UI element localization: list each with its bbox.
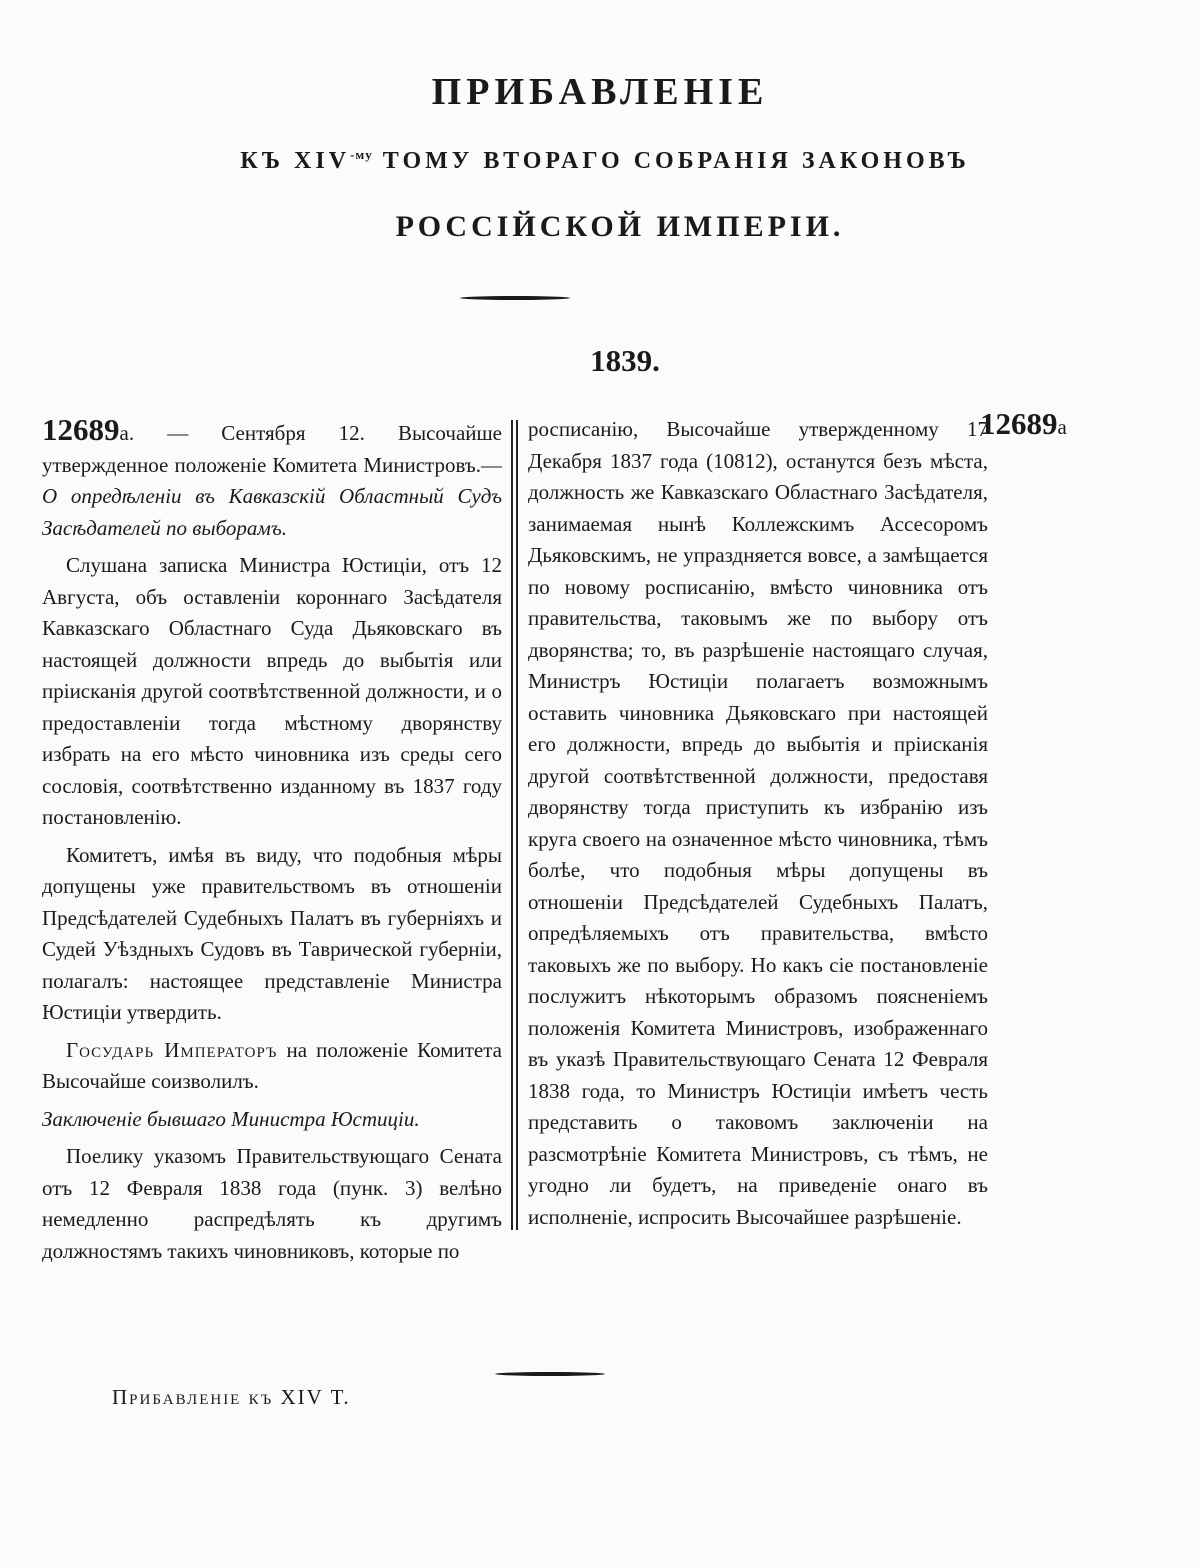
page-subtitle (0, 147, 1200, 175)
article-intro-paragraph (42, 414, 502, 544)
subtitle-prefix: КЪ XIV (240, 148, 351, 174)
margin-article-number (980, 406, 1067, 442)
ornamental-rule-bottom (495, 1372, 605, 1376)
right-column (528, 414, 988, 1233)
margin-number-suffix: а (1057, 415, 1067, 439)
paragraph-2: Комитетъ, имѣя въ виду, что подобныя мѣры допущены уже правительствомъ въ отношеніи Предсѣдателей Судебныхъ Палатъ въ губерніяхъ и Судей Уѣздныхъ Судовъ въ Таврической губерніи, полагалъ: настоящее представленіе Министра Юстиціи утвердить. (42, 842, 502, 1024)
left-column (42, 414, 502, 1267)
paragraph-1: Слушана записка Министра Юстиціи, отъ 12 Августа, объ оставленіи короннаго Засѣдателя Кавказскаго Областнаго Суда Дьяковскаго въ настоящей должности впредь до выбытія или пріисканія другой соотвѣтственной должности, и о предоставленіи тогда мѣстному дворянству избрать на его мѣсто чиновника изъ среды сего сословія, соотвѣтственно изданному въ 1837 году постановленію. (42, 553, 502, 829)
page-title: ПРИБАВЛЕНІЕ (431, 71, 769, 113)
subtitle-superscript: -му (350, 147, 373, 162)
article-number: 12689 (42, 412, 120, 447)
margin-number: 12689 (980, 406, 1058, 441)
ornamental-rule-top (460, 296, 570, 300)
paragraph-3 (42, 1035, 502, 1098)
article-title: О опредѣленіи въ Кавказскій Областный Судъ Засѣдателей по выборамъ. (42, 484, 502, 540)
year-heading: 1839. (590, 343, 660, 378)
page-subtitle-line2: РОССІЙСКОЙ ИМПЕРІИ. (395, 210, 845, 243)
emperor-name: Государь Императоръ (66, 1037, 278, 1062)
column-divider (511, 420, 518, 1230)
paragraph-4: Поелику указомъ Правительствующаго Сената отъ 12 Февраля 1838 года (пунк. 3) велѣно немедленно распредѣлять къ другимъ должностямъ такихъ чиновниковъ, которые по (42, 1144, 502, 1263)
article-number-suffix: а (119, 421, 129, 445)
footer-signature: Прибавленіе къ XIV Т. (112, 1385, 351, 1409)
subtitle-rest: ТОМУ ВТОРАГО СОБРАНІЯ ЗАКОНОВЪ (382, 148, 970, 174)
right-column-text: росписанію, Высочайше утвержденному 17 Декабря 1837 года (10812), останутся безъ мѣста, должность же Кавказскаго Областнаго Засѣдателя, занимаемая нынѣ Коллежскимъ Ассесоромъ Дьяковскимъ, не упраздняется вовсе, а замѣщается по новому росписанію, вмѣсто чиновника отъ правительства, таковымъ же по выбору отъ дворянства; то, въ разрѣшеніе настоящаго случая, Министръ Юстиціи полагаетъ возможнымъ оставить чиновника Дьяковскаго при настоящей его должности, впредь до выбытія и пріисканія другой соотвѣтственной должности, предоставя дворянству тогда приступить къ избранію изъ круга своего на означенное мѣсто чиновника, тѣмъ болѣе, что подобныя мѣры допущены въ отношеніи Предсѣдателей Судебныхъ Палатъ, опредѣляемыхъ отъ правительства, вмѣсто таковыхъ же по выбору. Но какъ сіе постановленіе послужитъ нѣкоторымъ образомъ поясненіемъ положенія Комитета Министровъ, изображеннаго въ указѣ Правительствующаго Сената 12 Февраля 1838 года, то Министръ Юстиціи имѣетъ честь представить о таковомъ заключеніи на разсмотрѣніе Комитета Министровъ, съ тѣмъ, не угодно ли будетъ, на приведеніе онаго въ исполненіе, испросить Высочайшее разрѣшеніе. (528, 417, 988, 1229)
article-intro: . — Сентября 12. Высочайше утвержденное положеніе Комитета Министровъ.— (42, 421, 502, 477)
paragraph-3-rest: на положеніе Комитета Высочайше соизволилъ. (42, 1037, 502, 1093)
conclusion-heading: Заключеніе бывшаго Министра Юстиціи. (42, 1106, 420, 1131)
